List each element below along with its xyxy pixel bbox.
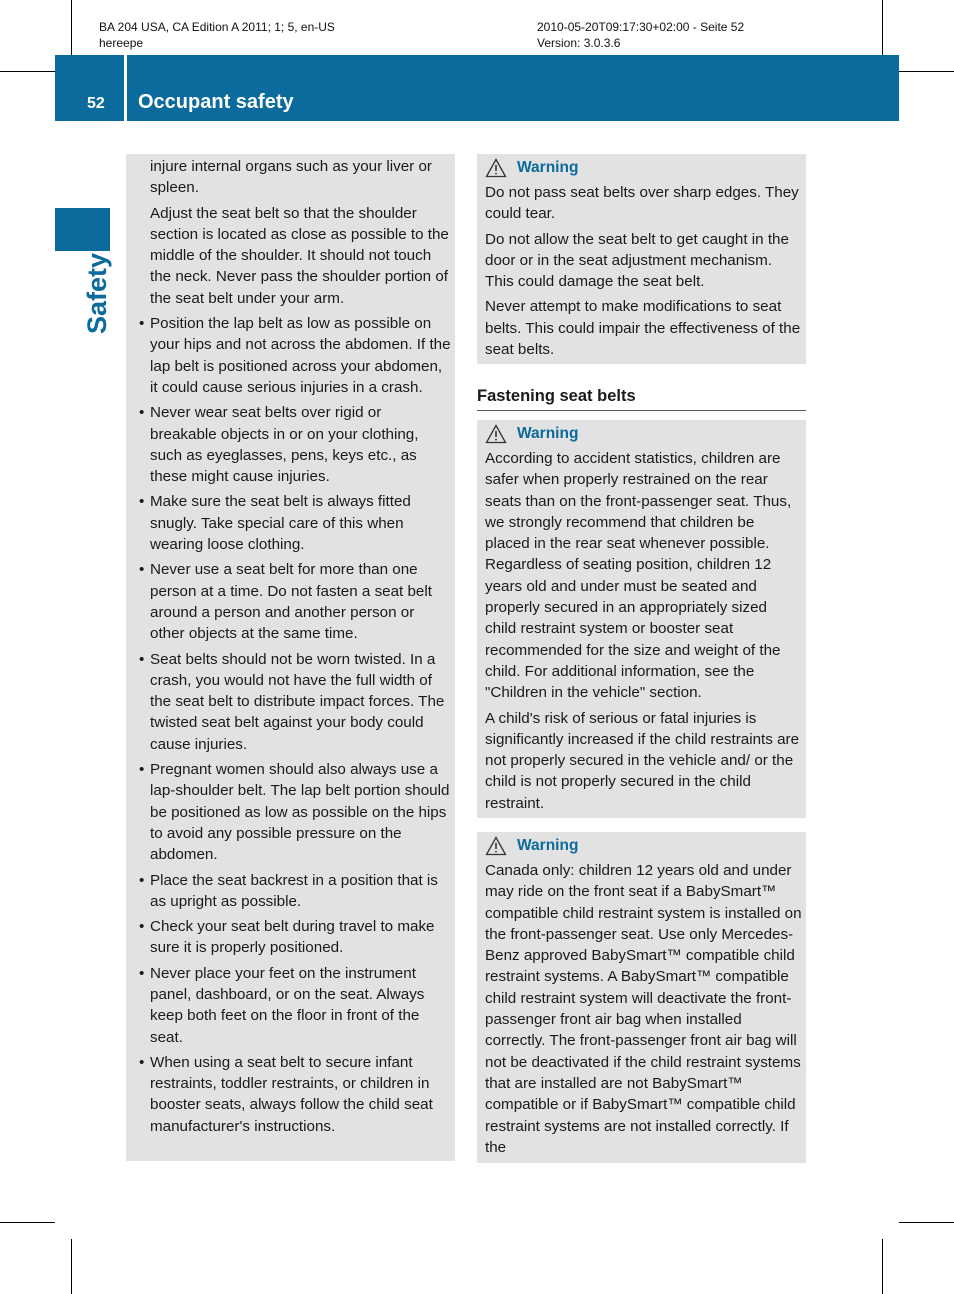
print-meta-left (99, 19, 335, 51)
paragraph: Never attempt to make modifications to seat belts. This could impair the effectiveness of the seat belts. (485, 298, 801, 359)
crop-mark (899, 1222, 954, 1223)
list-item: • Pregnant women should also always use a lap-shoulder belt. The lap belt portion should be positioned as low as possible on the hips to avoid any possible pressure on the abdomen. (141, 759, 451, 865)
warning-title: Warning (517, 837, 579, 855)
crop-mark (0, 1222, 55, 1223)
warning-title: Warning (517, 425, 579, 443)
list-item: • Make sure the seat belt is always fitted snugly. Take special care of this when wearing loose clothing. (141, 491, 451, 555)
paragraph: Adjust the seat belt so that the shoulder section is located as close as possible to the middle of the shoulder. It should not touch the neck. Never pass the shoulder portion of the seat belt under your arm. (150, 204, 449, 307)
list-item: • Check your seat belt during travel to make sure it is properly positioned. (141, 916, 451, 959)
warning-triangle-icon (485, 424, 507, 444)
paragraph: A child's risk of serious or fatal injuries is significantly increased if the child restraints are not properly secured in the vehicle and/ or the child is not properly secured in the child restraint. (485, 709, 800, 812)
page-number: 52 (87, 95, 105, 112)
meta-line: 2010-05-20T09:17:30+02:00 - Seite 52 (537, 20, 745, 34)
crop-mark (899, 71, 954, 72)
warning-header (485, 156, 802, 180)
side-tab-label: Safety (82, 252, 112, 334)
warning-title: Warning (517, 159, 579, 177)
paragraph: Do not allow the seat belt to get caught in the door or in the seat adjustment mechanism. This could damage the seat belt. (485, 230, 789, 291)
list-item: • Place the seat backrest in a position that is as upright as possible. (141, 870, 451, 913)
crop-mark (71, 1239, 72, 1294)
warning-content (485, 156, 802, 364)
section-title: Occupant safety (138, 91, 294, 113)
list-item: • Never wear seat belts over rigid or breakable objects in or on your clothing, such as eyeglasses, pens, keys etc., as these might cause injuries. (141, 402, 451, 487)
warning-content (485, 834, 802, 1162)
subsection-heading: Fastening seat belts (477, 387, 636, 405)
header-divider (124, 55, 127, 121)
list-item: • Never use a seat belt for more than one person at a time. Do not fasten a seat belt around a person and another person or other objects at the same time. (141, 559, 451, 644)
warning-box (477, 832, 806, 1163)
list-item: • Seat belts should not be worn twisted. In a crash, you would not have the full width of the seat belt to distribute impact forces. The twisted seat belt against your body could cause injuries. (141, 649, 451, 755)
left-column (141, 156, 451, 1141)
crop-mark (71, 0, 72, 55)
crop-mark (882, 0, 883, 55)
list-item: • Never place your feet on the instrument panel, dashboard, or on the seat. Always keep both feet on the floor in front of the seat. (141, 963, 451, 1048)
warning-triangle-icon (485, 836, 507, 856)
paragraph: According to accident statistics, children are safer when properly restrained on the rear seats than on the front-passenger seat. Thus, we strongly recommend that children be placed in the rear seat whenever possible. Regardless of seating position, children 12 years old and under must be seated and properly secured in an appropriately sized child restraint system or booster seat recommended for the size and weight of the child. For additional information, see the "Children in the vehicle" section. (485, 450, 792, 702)
meta-line: BA 204 USA, CA Edition A 2011; 1; 5, en-US (99, 20, 335, 34)
crop-mark (882, 1239, 883, 1294)
meta-line: Version: 3.0.3.6 (537, 36, 621, 50)
paragraph: Canada only: children 12 years old and under may ride on the front seat if a BabySmart™ compatible child restraint system is installed on the front-passenger seat. Use only Mercedes-Benz approved BabySmart™ compatible child restraint systems. A BabySmart™ compatible child restraint system will deactivate the front-passenger front air bag when installed correctly. The front-passenger front air bag will not be deactivated if the child restraint systems that are installed are not BabySmart™ compatible or if BabySmart™ compatible child restraint systems are not installed correctly. If the (485, 862, 802, 1156)
warning-header (485, 422, 802, 446)
warning-box (477, 420, 806, 818)
warning-content (485, 422, 802, 818)
meta-line: hereepe (99, 36, 144, 50)
list-item: • Position the lap belt as low as possible on your hips and not across the abdomen. If the lap belt is positioned across your abdomen, it could cause serious injuries in a crash. (141, 313, 451, 398)
paragraph: injure internal organs such as your liver or spleen. (150, 158, 432, 197)
list-item: • When using a seat belt to secure infant restraints, toddler restraints, or children in booster seats, always follow the child seat manufacturer's instructions. (141, 1052, 451, 1137)
heading-rule (477, 410, 806, 411)
crop-mark (0, 71, 55, 72)
warning-triangle-icon (485, 158, 507, 178)
warning-header (485, 834, 802, 858)
paragraph: Do not pass seat belts over sharp edges. They could tear. (485, 184, 799, 223)
print-meta-right (537, 19, 744, 51)
bullet-list (141, 313, 451, 1137)
warning-box (477, 154, 806, 364)
